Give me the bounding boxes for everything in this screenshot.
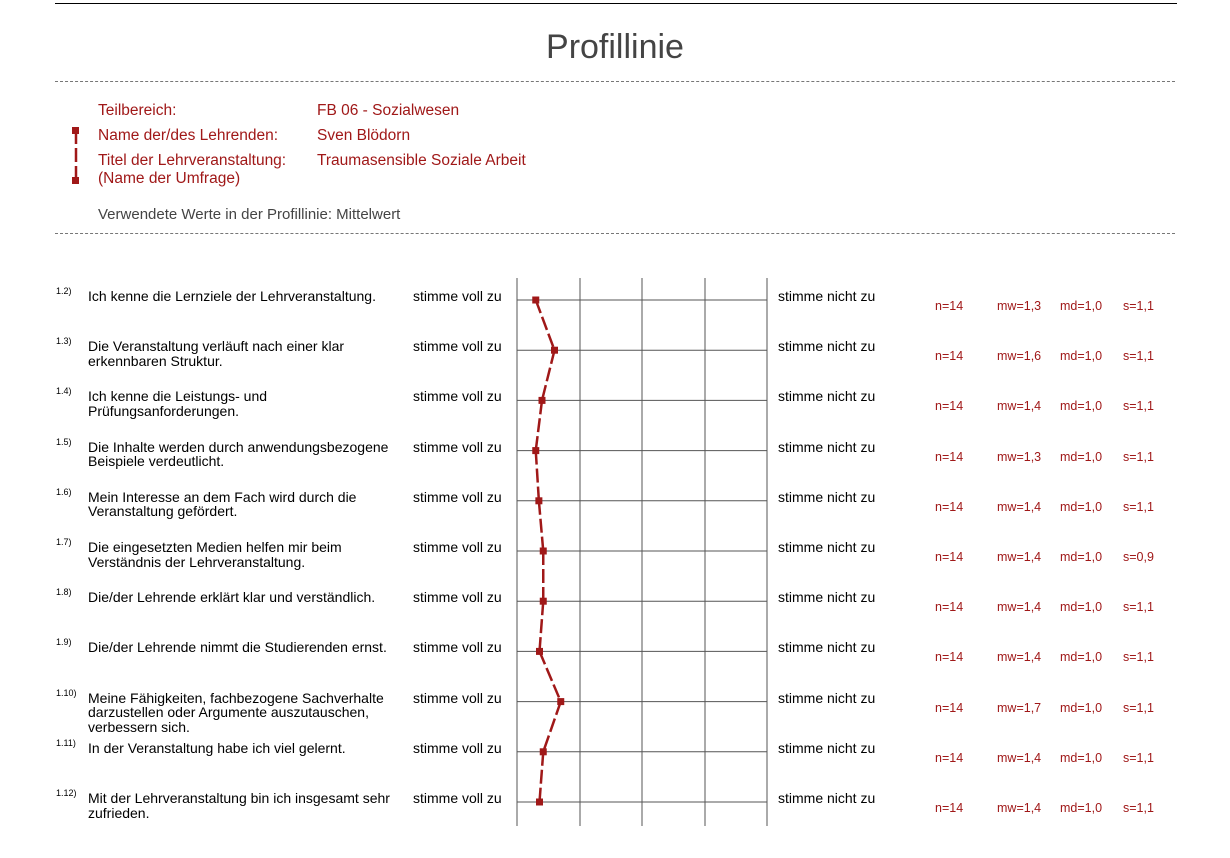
stat-md: md=1,0 bbox=[1060, 349, 1103, 364]
scale-label-right: stimme nicht zu bbox=[778, 790, 876, 806]
stat-n: n=14 bbox=[935, 349, 964, 364]
profile-segment bbox=[540, 752, 544, 802]
scale-label-right: stimme nicht zu bbox=[778, 438, 876, 455]
stat-n: n=14 bbox=[935, 600, 964, 615]
stat-md: md=1,0 bbox=[1060, 499, 1103, 514]
data-point bbox=[540, 748, 547, 755]
scale-label-left: stimme voll zu bbox=[413, 790, 502, 806]
item-number: 1.3) bbox=[56, 336, 72, 347]
item-question: In der Veranstaltung habe ich viel gelernt. bbox=[88, 739, 346, 756]
stat-mw: mw=1,4 bbox=[997, 550, 1042, 564]
item-number: 1.2) bbox=[56, 286, 72, 296]
stat-mw: mw=1,4 bbox=[997, 499, 1042, 514]
scale-label-right: stimme nicht zu bbox=[778, 488, 876, 505]
scale-label-left: stimme voll zu bbox=[413, 388, 502, 405]
stat-mw: mw=1,3 bbox=[997, 299, 1042, 313]
item-number: 1.10) bbox=[56, 687, 77, 698]
stat-n: n=14 bbox=[935, 550, 964, 564]
profile-segment bbox=[543, 702, 561, 752]
scale-label-left: stimme voll zu bbox=[413, 539, 502, 555]
teilbereich-label: Teilbereich: bbox=[98, 102, 177, 119]
data-point bbox=[540, 548, 547, 555]
stat-md: md=1,0 bbox=[1060, 650, 1103, 665]
stat-mw: mw=1,3 bbox=[997, 449, 1042, 464]
stat-n: n=14 bbox=[935, 801, 964, 815]
data-point bbox=[536, 799, 543, 806]
stat-s: s=1,1 bbox=[1123, 449, 1154, 464]
item-number: 1.6) bbox=[56, 486, 72, 497]
stat-s: s=1,1 bbox=[1123, 399, 1154, 414]
item-question: Ich kenne die Leistungs- und Prüfungsanforderungen. bbox=[88, 388, 268, 419]
data-point bbox=[535, 497, 542, 504]
stat-md: md=1,0 bbox=[1060, 750, 1103, 765]
teilbereich-value: FB 06 - Sozialwesen bbox=[317, 102, 460, 119]
scale-label-right: stimme nicht zu bbox=[778, 739, 876, 756]
stat-mw: mw=1,6 bbox=[997, 349, 1042, 364]
data-point bbox=[536, 648, 543, 655]
scale-label-left: stimme voll zu bbox=[413, 488, 502, 505]
item-question: Mit der Lehrveranstaltung bin ich insgesamt sehr zufrieden. bbox=[88, 790, 390, 821]
data-point bbox=[557, 698, 564, 705]
stat-n: n=14 bbox=[935, 499, 964, 514]
values-note: Verwendete Werte in der Profillinie: Mittelwert bbox=[98, 206, 401, 223]
item-question: Die/der Lehrende nimmt die Studierenden ernst. bbox=[88, 639, 387, 656]
item-question: Die/der Lehrende erklärt klar und verständlich. bbox=[88, 589, 376, 606]
page-title: Profillinie bbox=[546, 28, 684, 66]
stat-mw: mw=1,4 bbox=[997, 600, 1042, 615]
scale-label-right: stimme nicht zu bbox=[778, 539, 876, 555]
stat-n: n=14 bbox=[935, 700, 964, 715]
data-point bbox=[539, 397, 546, 404]
scale-label-left: stimme voll zu bbox=[413, 438, 502, 455]
data-point bbox=[532, 447, 539, 454]
profile-segment bbox=[536, 300, 555, 350]
stat-s: s=1,1 bbox=[1123, 499, 1154, 514]
data-point bbox=[540, 598, 547, 605]
stat-n: n=14 bbox=[935, 299, 964, 313]
scale-label-right: stimme nicht zu bbox=[778, 589, 876, 606]
profile-segment bbox=[540, 651, 561, 701]
stat-n: n=14 bbox=[935, 750, 964, 765]
scale-label-right: stimme nicht zu bbox=[778, 338, 876, 355]
stat-s: s=1,1 bbox=[1123, 700, 1154, 715]
item-number: 1.11) bbox=[56, 737, 76, 748]
profile-segment bbox=[536, 451, 539, 501]
stat-s: s=1,1 bbox=[1123, 349, 1154, 364]
item-number: 1.12) bbox=[56, 788, 77, 798]
stat-s: s=1,1 bbox=[1123, 801, 1154, 815]
data-point bbox=[532, 297, 539, 304]
stat-md: md=1,0 bbox=[1060, 600, 1103, 615]
stat-n: n=14 bbox=[935, 449, 964, 464]
item-number: 1.4) bbox=[56, 386, 72, 397]
scale-label-left: stimme voll zu bbox=[413, 689, 502, 706]
data-point bbox=[551, 347, 558, 354]
stat-mw: mw=1,4 bbox=[997, 801, 1042, 815]
scale-label-left: stimme voll zu bbox=[413, 739, 502, 756]
stat-n: n=14 bbox=[935, 399, 964, 414]
item-number: 1.7) bbox=[56, 537, 72, 547]
scale-label-right: stimme nicht zu bbox=[778, 689, 876, 706]
item-question: Die eingesetzten Medien helfen mir beim Verständnis der Lehrveranstaltung. bbox=[88, 539, 342, 570]
titel-label: Titel der Lehrveranstaltung: bbox=[98, 152, 287, 169]
stat-s: s=1,1 bbox=[1123, 750, 1154, 765]
stat-mw: mw=1,4 bbox=[997, 399, 1042, 414]
item-question: Die Veranstaltung verläuft nach einer klar erkennbaren Struktur. bbox=[88, 338, 345, 369]
scale-label-left: stimme voll zu bbox=[413, 639, 502, 656]
lehrende-value: Sven Blödorn bbox=[317, 127, 411, 144]
stat-md: md=1,0 bbox=[1060, 299, 1103, 313]
stat-mw: mw=1,4 bbox=[997, 750, 1042, 765]
titel-value: Traumasensible Soziale Arbeit bbox=[317, 152, 526, 169]
item-question: Meine Fähigkeiten, fachbezogene Sachverhalte darzustellen oder Argumente auszutauschen, verbessern sich. bbox=[88, 689, 384, 735]
profile-segment bbox=[542, 350, 555, 400]
stat-md: md=1,0 bbox=[1060, 801, 1103, 815]
stat-s: s=1,1 bbox=[1123, 650, 1154, 665]
scale-label-right: stimme nicht zu bbox=[778, 288, 876, 304]
lehrende-label: Name der/des Lehrenden: bbox=[98, 127, 279, 144]
item-number: 1.9) bbox=[56, 637, 72, 648]
scale-label-left: stimme voll zu bbox=[413, 589, 502, 606]
item-question: Die Inhalte werden durch anwendungsbezogene Beispiele verdeutlicht. bbox=[88, 438, 389, 470]
stat-mw: mw=1,4 bbox=[997, 650, 1042, 665]
stat-md: md=1,0 bbox=[1060, 550, 1103, 564]
titel-label-sub: (Name der Umfrage) bbox=[98, 170, 241, 187]
stat-s: s=1,1 bbox=[1123, 600, 1154, 615]
item-number: 1.5) bbox=[56, 436, 72, 447]
profile-segment bbox=[539, 501, 543, 551]
item-question: Mein Interesse an dem Fach wird durch die Veranstaltung gefördert. bbox=[88, 488, 357, 520]
scale-label-right: stimme nicht zu bbox=[778, 639, 876, 656]
stat-md: md=1,0 bbox=[1060, 449, 1103, 464]
scale-label-right: stimme nicht zu bbox=[778, 388, 876, 405]
profile-segment bbox=[536, 400, 542, 450]
scale-label-left: stimme voll zu bbox=[413, 288, 502, 304]
stat-s: s=0,9 bbox=[1123, 550, 1154, 564]
item-question: Ich kenne die Lernziele der Lehrveranstaltung. bbox=[88, 288, 376, 304]
stat-mw: mw=1,7 bbox=[997, 700, 1042, 715]
stat-s: s=1,1 bbox=[1123, 299, 1154, 313]
stat-n: n=14 bbox=[935, 650, 964, 665]
stat-md: md=1,0 bbox=[1060, 399, 1103, 414]
profile-segment bbox=[540, 601, 544, 651]
item-number: 1.8) bbox=[56, 587, 72, 598]
stat-md: md=1,0 bbox=[1060, 700, 1103, 715]
scale-label-left: stimme voll zu bbox=[413, 338, 502, 355]
